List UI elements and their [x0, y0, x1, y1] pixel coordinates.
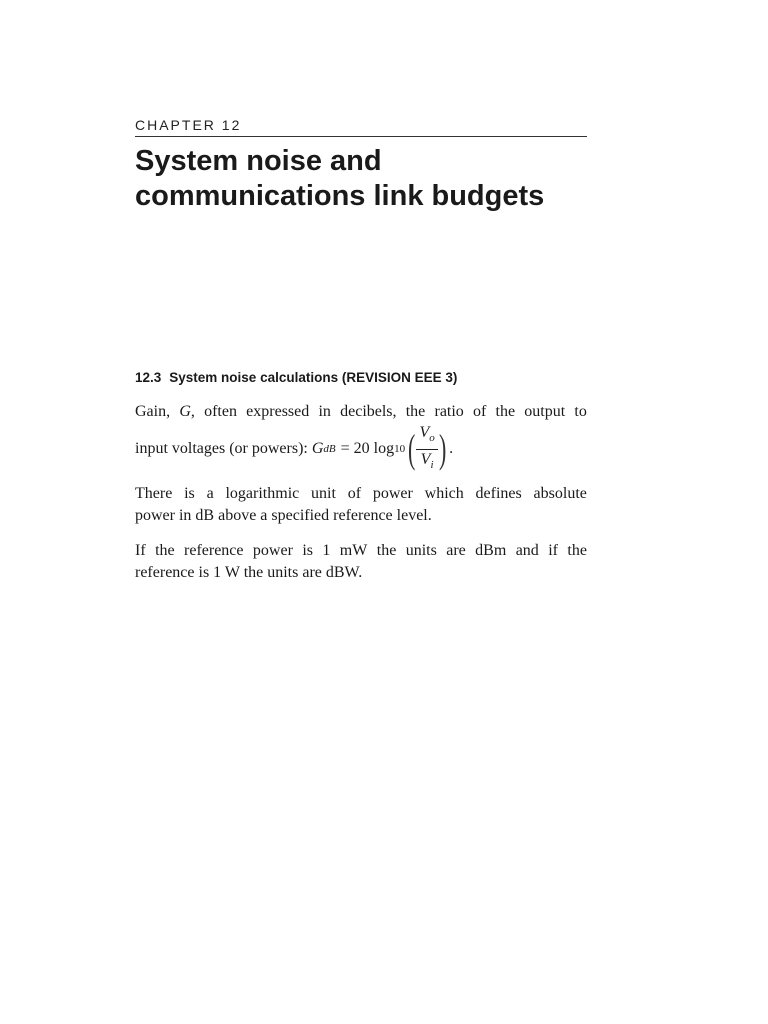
- formula-log-base: 10: [394, 443, 406, 455]
- formula-intro-text: input voltages (or powers):: [135, 440, 308, 457]
- word: a: [206, 485, 214, 502]
- word: There: [135, 485, 173, 502]
- formula-fraction: [416, 423, 437, 474]
- denominator-symbol: V: [420, 450, 431, 468]
- word: G,: [179, 403, 195, 420]
- word: output: [524, 403, 566, 420]
- justified-line: [135, 403, 587, 421]
- right-parenthesis: ): [438, 426, 447, 471]
- word: decibels,: [340, 403, 397, 420]
- word: mW: [339, 542, 368, 559]
- word: to: [574, 403, 587, 420]
- chapter-label: CHAPTER 12: [135, 117, 242, 133]
- formula-period: .: [449, 440, 454, 457]
- word: is: [302, 542, 313, 559]
- left-parenthesis: (: [408, 426, 416, 471]
- section-title: System noise calculations (REVISION EEE 3): [169, 370, 458, 385]
- formula-lhs-subscript: dB: [323, 443, 336, 455]
- formula-equals: = 20 log: [340, 440, 395, 457]
- word: 1: [322, 542, 331, 559]
- word: If: [135, 542, 146, 559]
- denominator-subscript: i: [430, 458, 434, 471]
- word: in: [318, 403, 331, 420]
- word: unit: [311, 485, 336, 502]
- word: units: [405, 542, 437, 559]
- word: often: [204, 403, 237, 420]
- formula-denominator: [418, 450, 437, 475]
- numerator-symbol: V: [419, 424, 430, 442]
- word: of: [347, 485, 362, 502]
- word: are: [446, 542, 466, 559]
- word: of: [473, 403, 487, 420]
- paragraph-reference-power: [135, 540, 587, 584]
- word: if: [548, 542, 558, 559]
- word: the: [155, 542, 175, 559]
- word: power: [252, 542, 293, 559]
- paragraph-reference-power-line-2: reference is 1 W the units are dBW.: [135, 564, 363, 581]
- word: power: [372, 485, 413, 502]
- formula-numerator: [416, 423, 437, 449]
- paragraph-log-unit-line-2: power in dB above a specified reference level.: [135, 507, 432, 524]
- word: Gain,: [135, 403, 171, 420]
- word: logarithmic: [225, 485, 300, 502]
- word: expressed: [246, 403, 310, 420]
- word: the: [567, 542, 587, 559]
- gain-formula: [312, 423, 453, 474]
- word: which: [424, 485, 464, 502]
- word: reference: [184, 542, 244, 559]
- chapter-rule: [135, 136, 587, 137]
- word: the: [495, 403, 516, 420]
- chapter-title: [135, 144, 605, 214]
- word: absolute: [533, 485, 587, 502]
- paragraph-gain-line-1: [135, 403, 587, 421]
- paragraph-gain-line-2: [135, 425, 453, 473]
- paragraph-log-unit: [135, 483, 587, 527]
- paragraph-reference-power-line-1: [135, 540, 587, 562]
- word: defines: [475, 485, 522, 502]
- word: dBm: [475, 542, 507, 559]
- paragraph-log-unit-line-1: [135, 483, 587, 505]
- numerator-subscript: o: [429, 432, 435, 445]
- word: the: [376, 542, 397, 559]
- chapter-title-line-1: System noise and: [135, 145, 382, 177]
- formula-lhs: G: [311, 440, 324, 457]
- section-number: 12.3: [135, 370, 162, 385]
- chapter-title-line-2: communications link budgets: [135, 180, 545, 212]
- word: ratio: [434, 403, 464, 420]
- section-heading: [135, 370, 457, 385]
- word: is: [184, 485, 195, 502]
- word: the: [405, 403, 426, 420]
- word: and: [515, 542, 539, 559]
